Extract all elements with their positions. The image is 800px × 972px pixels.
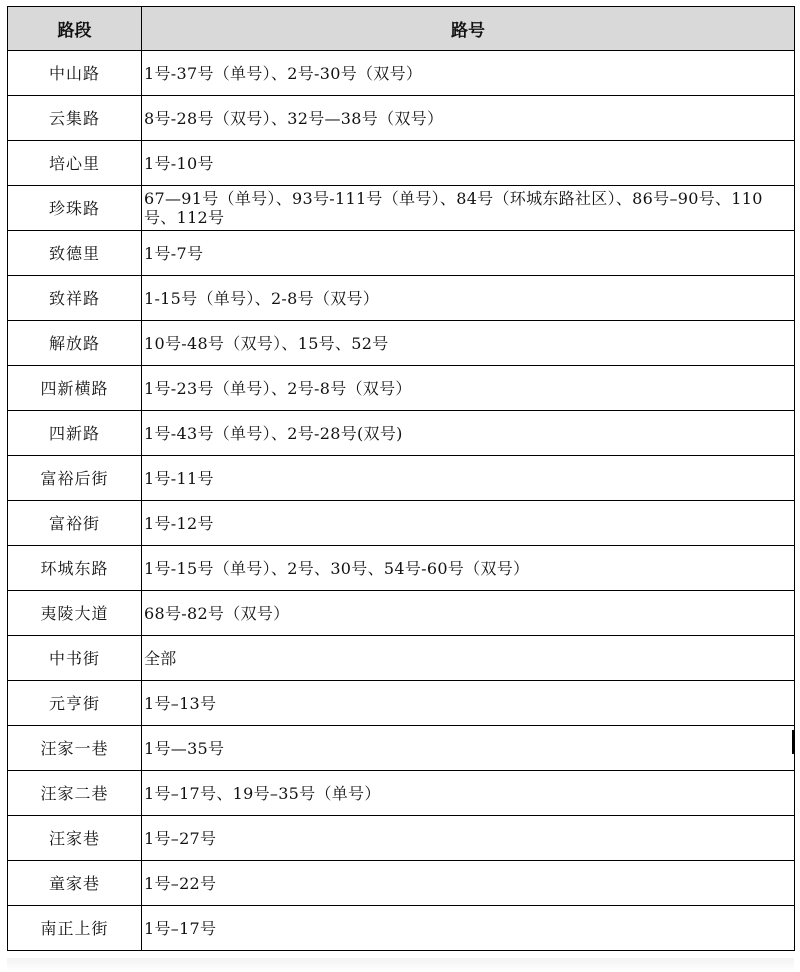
road-name-cell: 富裕街 (8, 501, 142, 546)
table-row (8, 231, 795, 276)
table-row (8, 636, 795, 681)
table-row (8, 501, 795, 546)
house-numbers-cell: 1-15号（单号）、2-8号（双号） (142, 276, 795, 321)
table-row (8, 411, 795, 456)
road-name-cell: 珍珠路 (8, 186, 142, 231)
text-cursor-mark (792, 730, 794, 754)
house-numbers-cell: 1号-10号 (142, 141, 795, 186)
house-numbers-cell: 1号-11号 (142, 456, 795, 501)
road-name-cell: 汪家一巷 (8, 726, 142, 771)
header-numbers: 路号 (142, 7, 795, 51)
house-numbers-cell: 1号—35号 (142, 726, 795, 771)
table-header (8, 7, 795, 51)
header-road: 路段 (8, 7, 142, 51)
table-row (8, 366, 795, 411)
road-name-cell: 解放路 (8, 321, 142, 366)
house-numbers-cell: 68号-82号（双号） (142, 591, 795, 636)
road-name-cell: 中山路 (8, 51, 142, 96)
house-numbers-cell: 1号-23号（单号）、2号-8号（双号） (142, 366, 795, 411)
table-row (8, 51, 795, 96)
table-row (8, 546, 795, 591)
road-name-cell: 南正上街 (8, 906, 142, 951)
road-name-cell: 汪家巷 (8, 816, 142, 861)
street-number-table (7, 6, 795, 951)
house-numbers-cell: 1号–27号 (142, 816, 795, 861)
road-name-cell: 环城东路 (8, 546, 142, 591)
table-row (8, 456, 795, 501)
house-numbers-cell: 1号-37号（单号）、2号-30号（双号） (142, 51, 795, 96)
road-name-cell: 富裕后街 (8, 456, 142, 501)
house-numbers-cell: 1号-43号（单号）、2号-28号(双号) (142, 411, 795, 456)
header-row (8, 7, 795, 51)
house-numbers-cell: 1号–22号 (142, 861, 795, 906)
road-name-cell: 致祥路 (8, 276, 142, 321)
road-name-cell: 云集路 (8, 96, 142, 141)
table-row (8, 861, 795, 906)
house-numbers-cell: 67—91号（单号）、93号-111号（单号）、84号（环城东路社区）、86号–90号、110号、112号 (142, 186, 795, 231)
house-numbers-cell: 1号–17号、19号–35号（单号） (142, 771, 795, 816)
house-numbers-cell: 1号-15号（单号）、2号、30号、54号-60号（双号） (142, 546, 795, 591)
house-numbers-cell: 1号–17号 (142, 906, 795, 951)
table-row (8, 771, 795, 816)
house-numbers-cell: 1号-7号 (142, 231, 795, 276)
road-name-cell: 四新路 (8, 411, 142, 456)
road-name-cell: 四新横路 (8, 366, 142, 411)
road-name-cell: 元亨街 (8, 681, 142, 726)
table-row (8, 591, 795, 636)
road-name-cell: 汪家二巷 (8, 771, 142, 816)
house-numbers-cell: 1号–13号 (142, 681, 795, 726)
table-row (8, 141, 795, 186)
table-row (8, 321, 795, 366)
table-row (8, 906, 795, 951)
page-bottom-shadow (7, 958, 794, 972)
road-name-cell: 夷陵大道 (8, 591, 142, 636)
road-name-cell: 培心里 (8, 141, 142, 186)
table-row (8, 681, 795, 726)
table-row (8, 96, 795, 141)
road-name-cell: 童家巷 (8, 861, 142, 906)
road-name-cell: 中书街 (8, 636, 142, 681)
house-numbers-cell: 1号-12号 (142, 501, 795, 546)
house-numbers-cell: 10号-48号（双号）、15号、52号 (142, 321, 795, 366)
table-row (8, 726, 795, 771)
table-body (8, 51, 795, 951)
house-numbers-cell: 8号-28号（双号）、32号—38号（双号） (142, 96, 795, 141)
table-row (8, 816, 795, 861)
table-row (8, 186, 795, 231)
road-name-cell: 致德里 (8, 231, 142, 276)
house-numbers-cell: 全部 (142, 636, 795, 681)
table-row (8, 276, 795, 321)
